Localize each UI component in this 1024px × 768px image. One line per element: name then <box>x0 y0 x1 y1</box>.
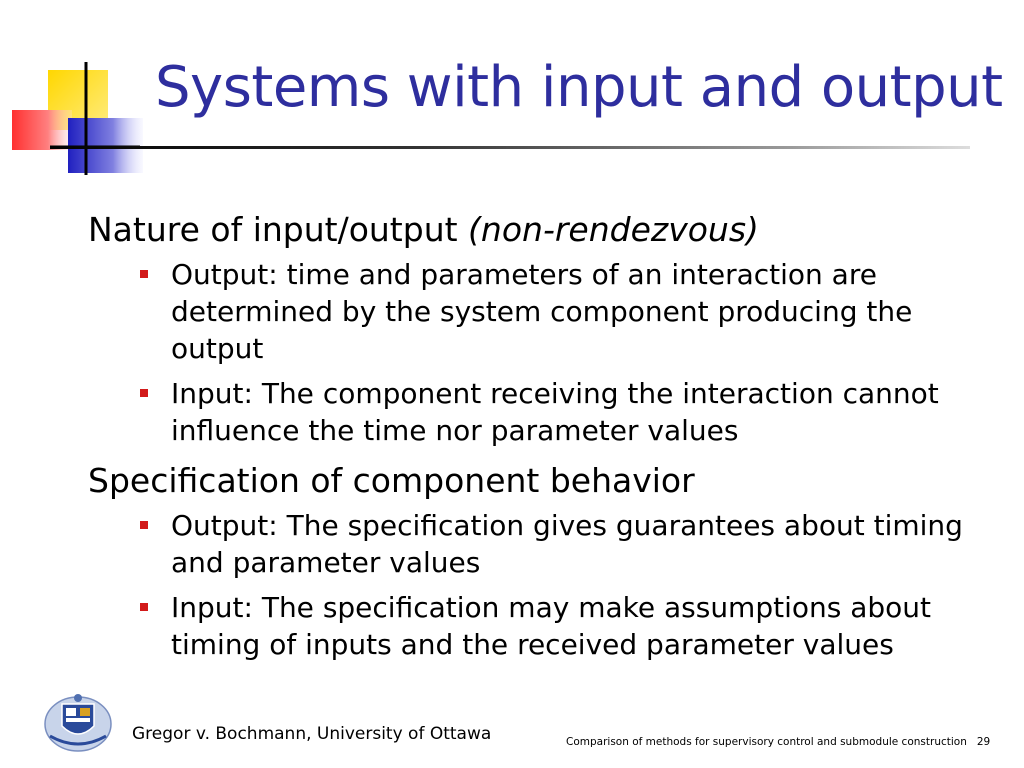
footer-course: Comparison of methods for supervisory control and submodule construction <box>566 736 967 748</box>
university-crest-icon <box>42 690 114 754</box>
bullet-text: Output: The specification gives guarantees about timing and parameter values <box>171 509 963 579</box>
section-heading <box>88 459 998 503</box>
slide-title: Systems with input and output <box>155 55 1003 120</box>
bullet-text: Output: time and parameters of an interaction are determined by the system component producing the output <box>171 258 913 365</box>
title-underline <box>50 146 970 149</box>
footer-info <box>566 736 990 748</box>
slide-content <box>88 208 998 673</box>
bullet-text: Input: The specification may make assumptions about timing of inputs and the received parameter values <box>171 591 932 661</box>
bullet-item <box>88 589 998 663</box>
section-heading-text: Specification of component behavior <box>88 461 695 500</box>
bullet-item <box>88 507 998 581</box>
bullet-text: Input: The component receiving the interaction cannot influence the time nor parameter values <box>171 377 939 447</box>
bullet-square-icon <box>140 521 148 529</box>
section-specification <box>88 459 998 663</box>
section-nature <box>88 208 998 449</box>
bullet-item <box>88 375 998 449</box>
section-heading <box>88 208 998 252</box>
section-heading-emphasis: (non-rendezvous) <box>468 210 759 249</box>
bullet-item <box>88 256 998 367</box>
bullet-square-icon <box>140 389 148 397</box>
bullet-square-icon <box>140 270 148 278</box>
section-heading-text: Nature of input/output <box>88 210 458 249</box>
footer-author: Gregor v. Bochmann, University of Ottawa <box>132 724 492 744</box>
bullet-square-icon <box>140 603 148 611</box>
page-number: 29 <box>976 736 991 748</box>
decorative-corner-graphic <box>0 0 160 180</box>
